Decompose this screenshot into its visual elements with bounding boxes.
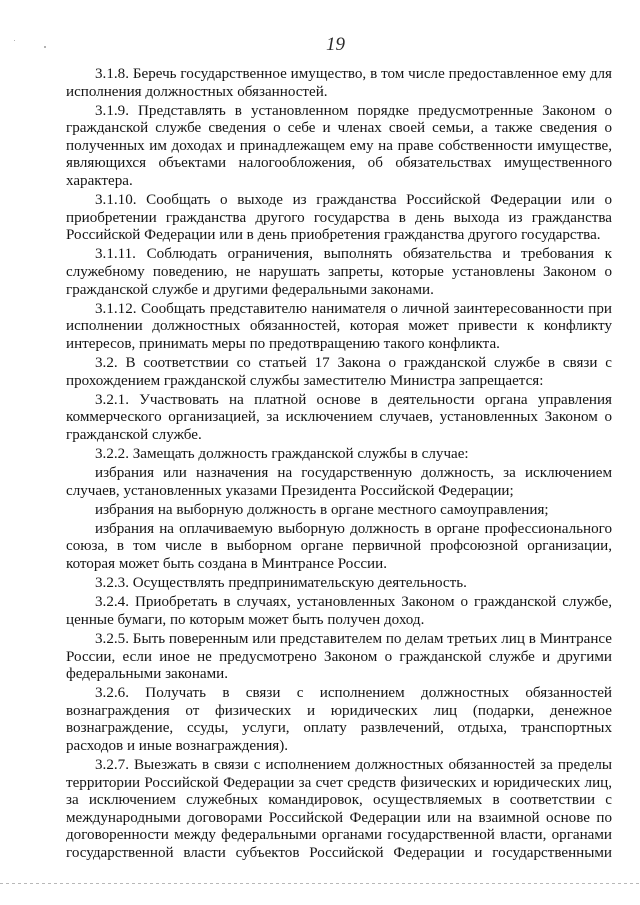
paragraph-3-2-6: 3.2.6. Получать в связи с исполнением должностных обязанностей вознаграждения от физических и юридических лиц (подарки, денежное вознаграждение, ссуды, услуги, оплату развлечений, отдыха, транспортных расходов и иные вознаграждения).: [66, 685, 612, 754]
paragraph-3-1-8: 3.1.8. Беречь государственное имущество, в том числе предоставленное ему для исполнения должностных обязанностей.: [66, 66, 612, 100]
paragraph-3-1-11: 3.1.11. Соблюдать ограничения, выполнять обязательства и требования к служебному поведению, не нарушать запреты, которые установлены Законом о гражданской службе и другими федеральными законами.: [66, 246, 612, 298]
paragraph-3-2-2-item-3: избрания на оплачиваемую выборную должность в органе профессионального союза, в том числе в выборном органе первичной профсоюзной организации, которая может быть создана в Минтрансе России.: [66, 520, 612, 573]
paragraph-3-2-2-item-2: избрания на выборную должность в органе местного самоуправления;: [95, 501, 549, 518]
paragraph-3-2-2-item-1: избрания или назначения на государственную должность, за исключением случаев, установленных указами Президента Российской Федерации;: [66, 465, 612, 499]
paragraph-3-2-5: 3.2.5. Быть поверенным или представителем по делам третьих лиц в Минтрансе России, если иное не предусмотрено Законом о гражданской службе и другими федеральными законами.: [66, 630, 612, 683]
scan-speck: [44, 46, 46, 48]
paragraph-3-2-1: 3.2.1. Участвовать на платной основе в деятельности органа управления коммерческого организацией, за исключением случаев, установленных Законом о гражданской службе.: [66, 391, 612, 443]
paragraph-3-2-7: 3.2.7. Выезжать в связи с исполнением должностных обязанностей за пределы территории Российской Федерации за счет средств физических и юридических лиц, за исключением служебных командировок, осуществляемых в соответствии с международными договорами Российской Федерации или на взаимной основе по договоренности между федеральными органами государственной власти, органами государственной власти субъектов Российской Федерации и государственными: [66, 757, 612, 862]
document-body: [66, 66, 612, 864]
paragraph-3-1-12: 3.1.12. Сообщать представителю нанимателя о личной заинтересованности при исполнении должностных обязанностей, которая может привести к конфликту интересов, принимать меры по предотвращению такого конфликта.: [66, 300, 612, 352]
paragraph-3-2-4: 3.2.4. Приобретать в случаях, установленных Законом о гражданской службе, ценные бумаги, по которым может быть получен доход.: [66, 594, 612, 628]
page-number: 19: [326, 34, 345, 55]
paragraph-3-1-9: 3.1.9. Представлять в установленном порядке предусмотренные Законом о гражданской службе сведения о себе и членах своей семьи, а также сведения о полученных им доходах и принадлежащем ему на праве собственности имуществе, являющихся объектами налогообложения, об обязательствах имущественного характера.: [66, 102, 612, 190]
scan-speck: [14, 40, 15, 41]
paragraph-3-2-3: 3.2.3. Осуществлять предпринимательскую деятельность.: [95, 575, 467, 592]
paragraph-3-2-2: 3.2.2. Замещать должность гражданской службы в случае:: [95, 445, 469, 462]
paragraph-3-2: 3.2. В соответствии со статьей 17 Закона о гражданской службе в связи с прохождением гражданской службы заместителю Министра запрещается:: [66, 355, 612, 389]
paragraph-3-1-10: 3.1.10. Сообщать о выходе из гражданства Российской Федерации или о приобретении гражданства другого государства в день выхода из гражданства Российской Федерации или в день приобретения гражданства другого государства.: [66, 192, 612, 244]
scan-edge-line: [0, 883, 640, 884]
